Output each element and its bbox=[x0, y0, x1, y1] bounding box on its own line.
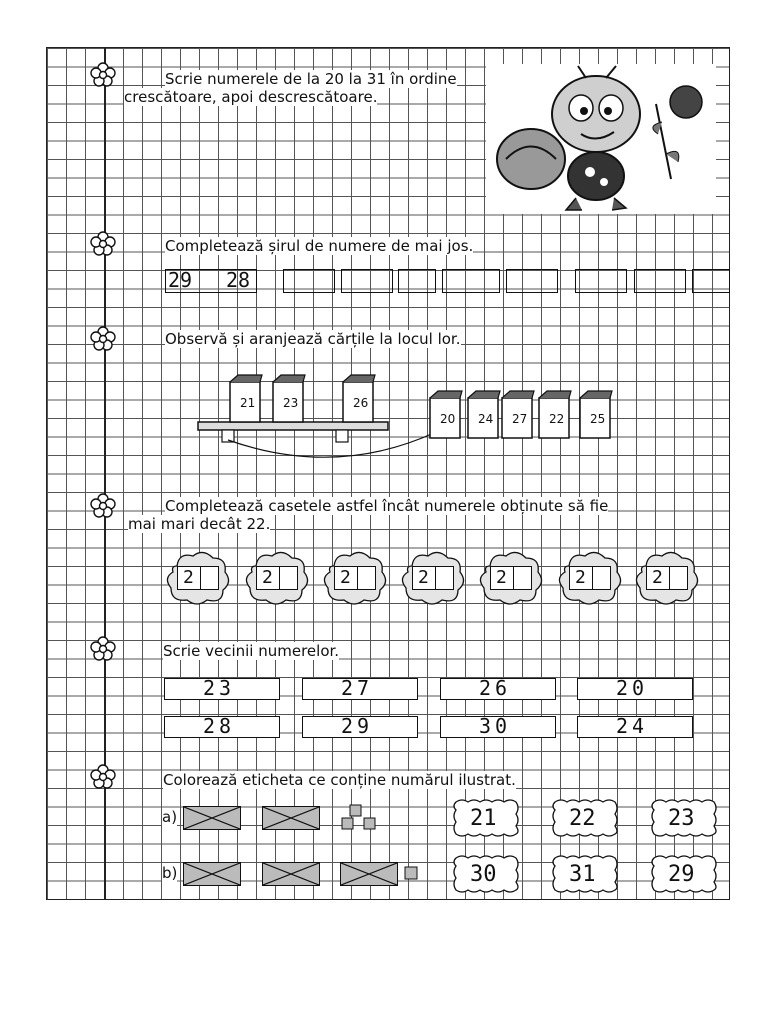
tag-number: 30 bbox=[470, 862, 497, 887]
neighbor-number: 24 bbox=[616, 714, 649, 738]
exercise-1-text-line1: Scrie numerele de la 20 la 31 în ordine bbox=[165, 70, 457, 88]
neighbor-number: 29 bbox=[341, 714, 374, 738]
ten-block-icon bbox=[183, 806, 241, 830]
row-b-label: b) bbox=[162, 864, 178, 882]
sequence-box[interactable] bbox=[506, 269, 558, 293]
book-number: 23 bbox=[283, 396, 299, 410]
book-number: 22 bbox=[549, 412, 565, 426]
digit-box[interactable]: 2 bbox=[256, 566, 298, 590]
unit-cubes-icon bbox=[340, 803, 380, 833]
exercise-4-text-line1: Completează casetele astfel încât numerele obținute să fie bbox=[165, 497, 609, 515]
exercise-3-text: Observă și aranjează cărțile la locul lor. bbox=[165, 330, 461, 348]
flower-icon bbox=[90, 62, 116, 88]
flower-icon bbox=[90, 326, 116, 352]
tag-number: 29 bbox=[668, 862, 695, 887]
exercise-4-text-line2: mai mari decât 22. bbox=[128, 515, 271, 533]
ladybug-mascot-illustration bbox=[486, 64, 716, 214]
row-a-label: a) bbox=[162, 808, 178, 826]
exercise-2-text: Completează șirul de numere de mai jos. bbox=[165, 237, 474, 255]
digit-box[interactable]: 2 bbox=[334, 566, 376, 590]
exercise-5-text: Scrie vecinii numerelor. bbox=[163, 642, 340, 660]
flower-icon bbox=[90, 231, 116, 257]
book-number: 27 bbox=[512, 412, 528, 426]
exercise-1-text-line2: crescătoare, apoi descrescătoare. bbox=[124, 88, 378, 106]
neighbor-number: 27 bbox=[341, 676, 374, 700]
book-number: 25 bbox=[590, 412, 606, 426]
sequence-value: 28 bbox=[226, 268, 251, 292]
sequence-box[interactable] bbox=[283, 269, 335, 293]
flower-icon bbox=[90, 493, 116, 519]
book-number: 21 bbox=[240, 396, 256, 410]
neighbor-number: 26 bbox=[479, 676, 512, 700]
neighbor-number: 20 bbox=[616, 676, 649, 700]
sequence-box[interactable] bbox=[341, 269, 393, 293]
tag-number: 31 bbox=[569, 862, 596, 887]
book-number: 20 bbox=[440, 412, 456, 426]
ten-block-icon bbox=[340, 862, 398, 886]
unit-cube-icon bbox=[404, 866, 418, 880]
ten-block-icon bbox=[183, 862, 241, 886]
sequence-box[interactable] bbox=[634, 269, 686, 293]
sequence-value: 29 bbox=[168, 268, 193, 292]
sequence-box[interactable] bbox=[442, 269, 500, 293]
digit-box[interactable]: 2 bbox=[412, 566, 454, 590]
digit-box[interactable]: 2 bbox=[177, 566, 219, 590]
book-number: 26 bbox=[353, 396, 369, 410]
sequence-box[interactable] bbox=[692, 269, 730, 293]
neighbor-number: 30 bbox=[479, 714, 512, 738]
digit-box[interactable]: 2 bbox=[569, 566, 611, 590]
digit-box[interactable]: 2 bbox=[646, 566, 688, 590]
tag-number: 23 bbox=[668, 806, 695, 831]
ten-block-icon bbox=[262, 862, 320, 886]
sequence-box[interactable] bbox=[398, 269, 436, 293]
exercise-6-text: Colorează eticheta ce conține numărul ilustrat. bbox=[163, 771, 516, 789]
neighbor-number: 28 bbox=[203, 714, 236, 738]
digit-box[interactable]: 2 bbox=[490, 566, 532, 590]
tag-number: 21 bbox=[470, 806, 497, 831]
ten-block-icon bbox=[262, 806, 320, 830]
book-number: 24 bbox=[478, 412, 494, 426]
flower-icon bbox=[90, 764, 116, 790]
sequence-box[interactable] bbox=[575, 269, 627, 293]
flower-icon bbox=[90, 636, 116, 662]
neighbor-number: 23 bbox=[203, 676, 236, 700]
tag-number: 22 bbox=[569, 806, 596, 831]
